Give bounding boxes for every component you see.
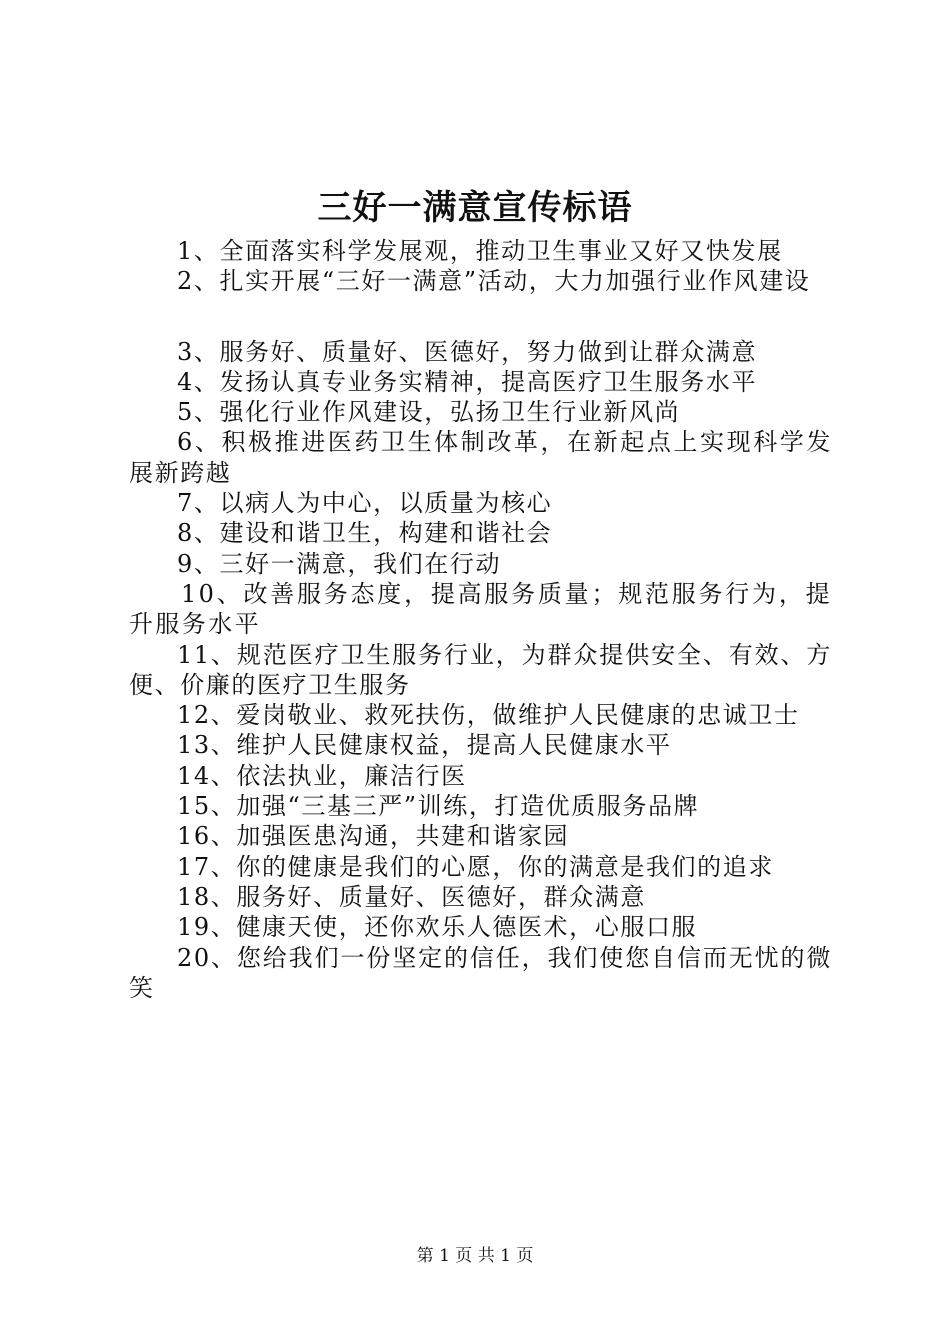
list-item: 9、三好一满意，我们在行动: [177, 549, 502, 578]
list-item: 5、强化行业作风建设，弘扬卫生行业新风尚: [177, 398, 681, 427]
list-item: 12、爱岗敬业、救死扶伤，做维护人民健康的忠诚卫士: [177, 701, 800, 730]
list-item: 4、发扬认真专业务实精神，提高医疗卫生服务水平: [177, 367, 758, 396]
list-item: 19、健康天使，还你欢乐人德医术，心服口服: [177, 913, 698, 942]
list-item: 13、维护人民健康权益，提高人民健康水平: [177, 731, 672, 760]
list-item: 20、您给我们一份坚定的信任，我们使您自信而无忧的微笑: [129, 943, 832, 1002]
list-item: 2、扎实开展“三好一满意”活动，大力加强行业作风建设: [177, 267, 811, 296]
list-item: 8、建设和谐卫生，构建和谐社会: [177, 519, 553, 548]
list-item: 7、以病人为中心，以质量为核心: [177, 489, 553, 518]
list-item: 3、服务好、质量好、医德好，努力做到让群众满意: [177, 337, 758, 366]
list-item: 6、积极推进医药卫生体制改革，在新起点上实现科学发展新跨越: [129, 428, 832, 487]
list-item: 10、改善服务态度，提高服务质量；规范服务行为，提升服务水平: [129, 579, 832, 639]
list-item: 16、加强医患沟通，共建和谐家园: [177, 822, 570, 851]
list-item: 1、全面落实科学发展观，推动卫生事业又好又快发展: [177, 237, 783, 265]
slogan-list: [129, 236, 832, 1003]
list-item: 15、加强“三基三严”训练，打造优质服务品牌: [177, 792, 700, 821]
list-item: 17、你的健康是我们的心愿，你的满意是我们的追求: [177, 852, 774, 881]
list-item: 14、依法执业，廉洁行医: [177, 761, 467, 790]
list-item: 18、服务好、质量好、医德好，群众满意: [177, 882, 646, 911]
list-item: 11、规范医疗卫生服务行业，为群众提供安全、有效、方便、价廉的医疗卫生服务: [129, 640, 832, 699]
page-title: 三好一满意宣传标语: [317, 188, 633, 228]
page-footer: 第 1 页 共 1 页: [416, 1246, 534, 1266]
